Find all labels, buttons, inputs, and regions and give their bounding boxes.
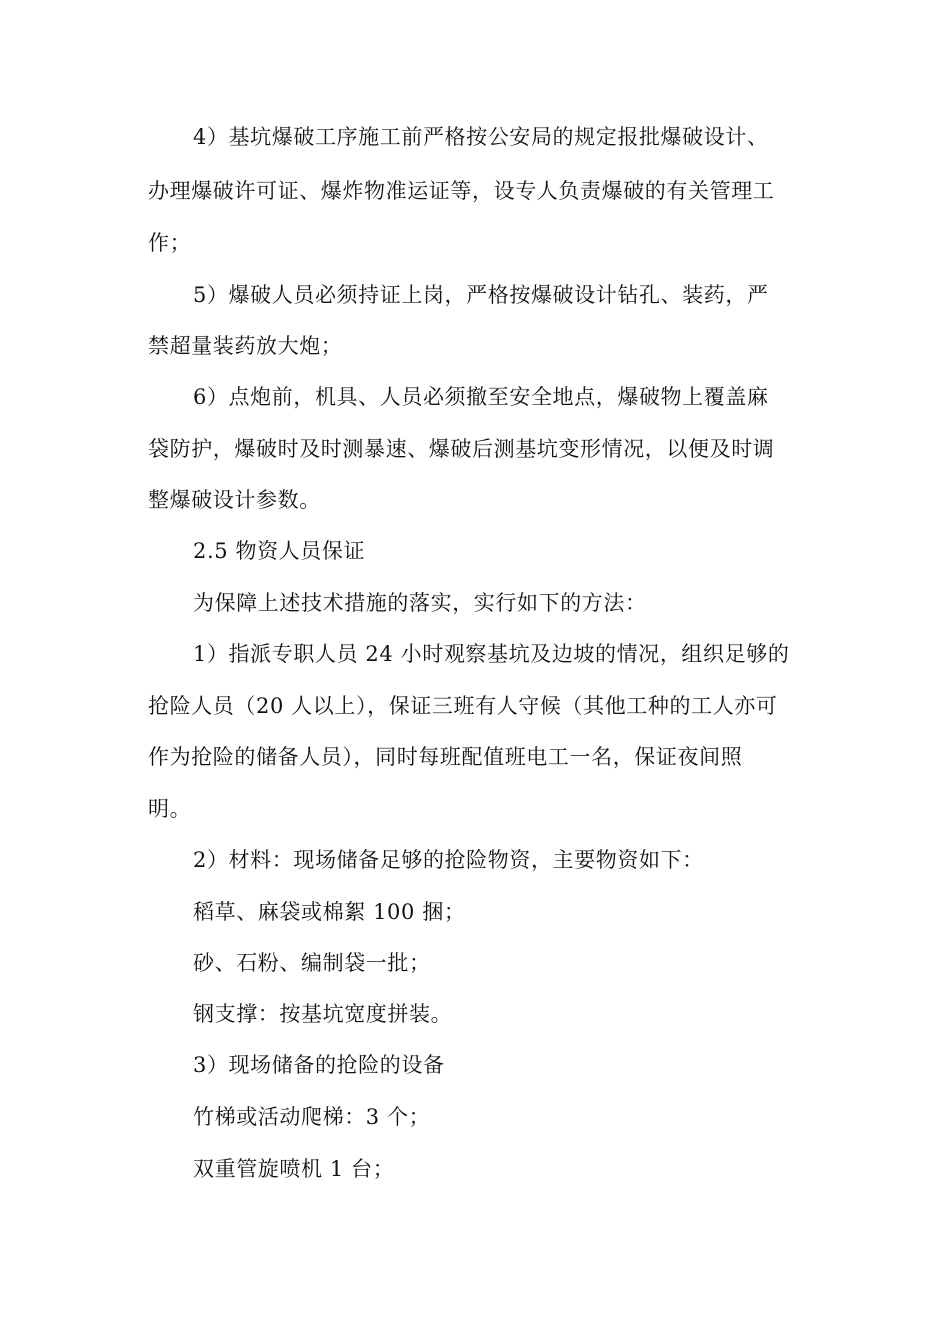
equipment-heading: 3）现场储备的抢险的设备 [193,1053,445,1077]
item-4-line-2: 办理爆破许可证、爆炸物准运证等，设专人负责爆破的有关管理工 [148,179,775,203]
item-5-line-2: 禁超量装药放大炮； [148,334,343,358]
material-item-3: 钢支撑：按基坑宽度拼装。 [193,1002,453,1026]
item-6-line-3: 整爆破设计参数。 [148,488,321,512]
equipment-item-2: 双重管旋喷机 1 台； [193,1157,395,1181]
item-5-line-1: 5）爆破人员必须持证上岗，严格按爆破设计钻孔、装药，严 [193,283,769,307]
personnel-line-4: 明。 [148,797,192,821]
material-item-1: 稻草、麻袋或棉絮 100 捆； [193,900,466,924]
item-6-line-1: 6）点炮前，机具、人员必须撤至安全地点，爆破物上覆盖麻 [193,385,769,409]
materials-heading: 2）材料：现场储备足够的抢险物资，主要物资如下： [193,848,704,872]
equipment-item-1: 竹梯或活动爬梯：3 个； [193,1105,431,1129]
item-4-line-1: 4）基坑爆破工序施工前严格按公安局的规定报批爆破设计、 [193,125,769,149]
personnel-line-2: 抢险人员（20 人以上），保证三班有人守候（其他工种的工人亦可 [148,694,778,718]
personnel-line-3: 作为抢险的储备人员），同时每班配值班电工一名，保证夜间照 [148,745,743,769]
section-heading: 2.5 物资人员保证 [193,539,366,563]
item-6-line-2: 袋防护，爆破时及时测暴速、爆破后测基坑变形情况，以便及时调 [148,437,775,461]
item-4-line-3: 作； [148,231,192,255]
intro-paragraph: 为保障上述技术措施的落实，实行如下的方法： [193,591,647,615]
personnel-line-1: 1）指派专职人员 24 小时观察基坑及边坡的情况，组织足够的 [193,642,790,666]
material-item-2: 砂、石粉、编制袋一批； [193,951,431,975]
